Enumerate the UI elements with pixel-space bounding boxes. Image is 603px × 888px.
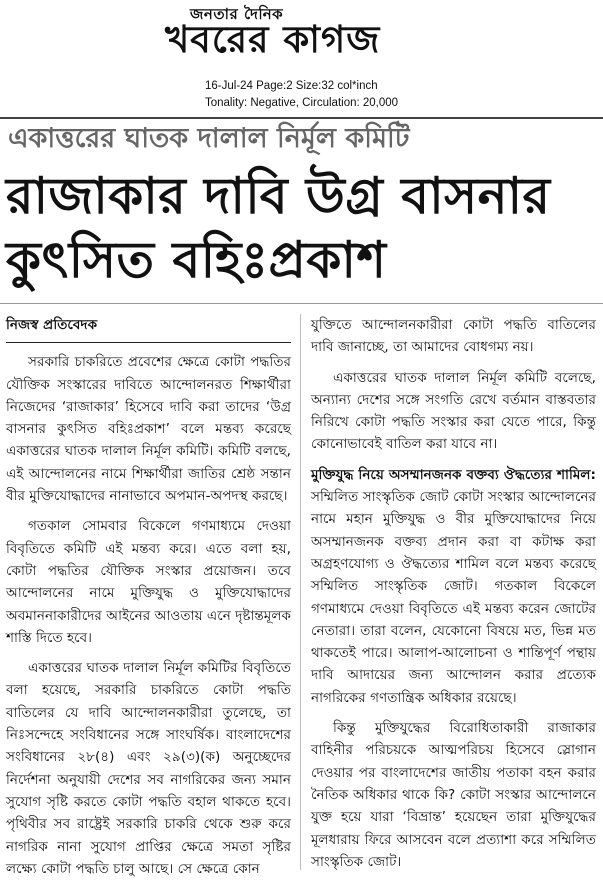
masthead-divider — [0, 117, 603, 119]
subhead-body: সম্মিলিত সাংস্কৃতিক জোট কোটা সংস্কার আন্দোলনের নামে মহান মুক্তিযুদ্ধ ও বীর মুক্তিযোদ্ধাদের নিয়ে অসম্মানজনক বক্তব্য প্রদান করা বা কটাক্ষ করা অগ্রহণযোগ্য ও ঔদ্ধত্যের শামিল বলে মন্তব্য করেছে সম্মিলিত সাংস্কৃতিক জোট। গতকাল বিকেলে গণমাধ্যমে দেওয়া বিবৃতিতে এই মন্তব্য করেন জোটের নেতারা। তারা বলেন, যেকোনো বিষয়ে মত, ভিন্ন মত থাকতেই পারে। আলাপ-আলোচনা ও শান্তিপূর্ণ পন্থায় দাবি আদায়ের জন্য আন্দোলন করার প্রত্যেক নাগরিকের গণতান্ত্রিক অধিকার রয়েছে। — [311, 489, 596, 706]
byline-rule — [6, 342, 291, 343]
paragraph: কিন্তু মুক্তিযুদ্ধের বিরোধিতাকারী রাজাকার বাহিনীর পরিচয়কে আত্মপরিচয় হিসেবে স্লোগান দেওয়ার পর বাংলাদেশের জাতীয় পতাকা বহন করার নৈতিক অধিকার থাকে কি? কোটা সংস্কার আন্দোলনে যুক্ত হয়ে যারা ‘বিভ্রান্ত’ হয়েছেন তারা মুক্তিযুদ্ধের মূলধারায় ফিরে আসবেন বলে প্রত্যাশা করে সম্মিলিত সাংস্কৃতিক জোট। — [311, 720, 596, 870]
byline: নিজস্ব প্রতিবেদক — [6, 317, 98, 333]
paragraph: সরকারি চাকরিতে প্রবেশের ক্ষেত্রে কোটা পদ্ধতির যৌক্তিক সংস্কারের দাবিতে আন্দোলনরত শিক্ষার্থীরা নিজেদের ‘রাজাকার’ হিসেবে দাবি করা তাদের ‘উগ্র বাসনার কুৎসিত বহিঃপ্রকাশ’ বলে মন্তব্য করেছে একাত্তরের ঘাতক দালাল নির্মূল কমিটি। কমিটি বলছে, এই আন্দোলনের নামে শিক্ষার্থীরা জাতির শ্রেষ্ঠ সন্তান বীর মুক্তিযোদ্ধাদের নানাভাবে অপমান-অপদস্থ করছে। — [6, 354, 291, 505]
clipping-meta-date: 16-Jul-24 Page:2 Size:32 col*inch — [205, 80, 378, 92]
subhead-paragraph — [311, 464, 596, 709]
clipping-meta-tonality: Tonality: Negative, Circulation: 20,000 — [205, 97, 399, 109]
masthead-logo: খবরের কাগজ — [165, 18, 381, 61]
paragraph: গতকাল সোমবার বিকেলে গণমাধ্যমে দেওয়া বিবৃতিতে কমিটি এই মন্তব্য করে। এতে বলা হয়, কোটা পদ্ধতির যৌক্তিক সংস্কার প্রয়োজন। তবে আন্দোলনের নামে মুক্তিযুদ্ধ ও মুক্তিযোদ্ধাদের অবমাননাকারীদের আইনের আওতায় এনে দৃষ্টান্তমূলক শাস্তি দিতে হবে। — [6, 518, 291, 646]
headline-line-2: কুৎসিত বহিঃপ্রকাশ — [6, 231, 387, 289]
headline-divider — [0, 303, 603, 304]
article-column-right — [311, 314, 596, 881]
subhead: মুক্তিযুদ্ধ নিয়ে অসম্মানজনক বক্তব্য ঔদ্ধত্যের শামিল: — [311, 466, 596, 483]
paragraph: একাত্তরের ঘাতক দালাল নির্মূল কমিটি বলেছে, অন্যান্য দেশের সঙ্গে সংগতি রেখে বর্তমান বাস্তবতার নিরিখে কোটা পদ্ধতি সংস্কার করা যেতে পারে, কিন্তু কোনোভাবেই বাতিল করা যাবে না। — [311, 369, 596, 453]
masthead-tagline: জনতার দৈনিক — [190, 5, 284, 23]
headline-line-1: রাজাকার দাবি উগ্র বাসনার — [6, 167, 551, 225]
masthead — [0, 0, 603, 118]
column-divider — [300, 314, 301, 870]
article-kicker: একাত্তরের ঘাতক দালাল নির্মূল কমিটি — [8, 123, 410, 154]
paragraph-continuation: যুক্তিতে আন্দোলনকারীরা কোটা পদ্ধতি বাতিলের দাবি জানাচ্ছে, তা আমাদের বোধগম্য নয়। — [311, 317, 596, 356]
paragraph: একাত্তরের ঘাতক দালাল নির্মূল কমিটির বিবৃতিতে বলা হয়েছে, সরকারি চাকরিতে কোটা পদ্ধতি বাতিলের যে দাবি আন্দোলনকারীরা তুলেছে, তা নিঃসন্দেহে সংবিধানের সঙ্গে সাংঘর্ষিক। বাংলাদেশের সংবিধানের ২৮(৪) এবং ২৯(৩)(ক) অনুচ্ছেদের নির্দেশনা অনুযায়ী দেশের সব নাগরিকের জন্য সমান সুযোগ সৃষ্টি করতে কোটা পদ্ধতি বহাল থাকতে হবে। পৃথিবীর সব রাষ্ট্রেই সরকারি চাকরি থেকে শুরু করে নাগরিক নানা সুযোগ প্রাপ্তির ক্ষেত্রে সমতা সৃষ্টির লক্ষ্যে কোটা পদ্ধতি চালু আছে। সে ক্ষেত্রে কোন — [6, 660, 291, 877]
article-column-left — [6, 314, 291, 888]
